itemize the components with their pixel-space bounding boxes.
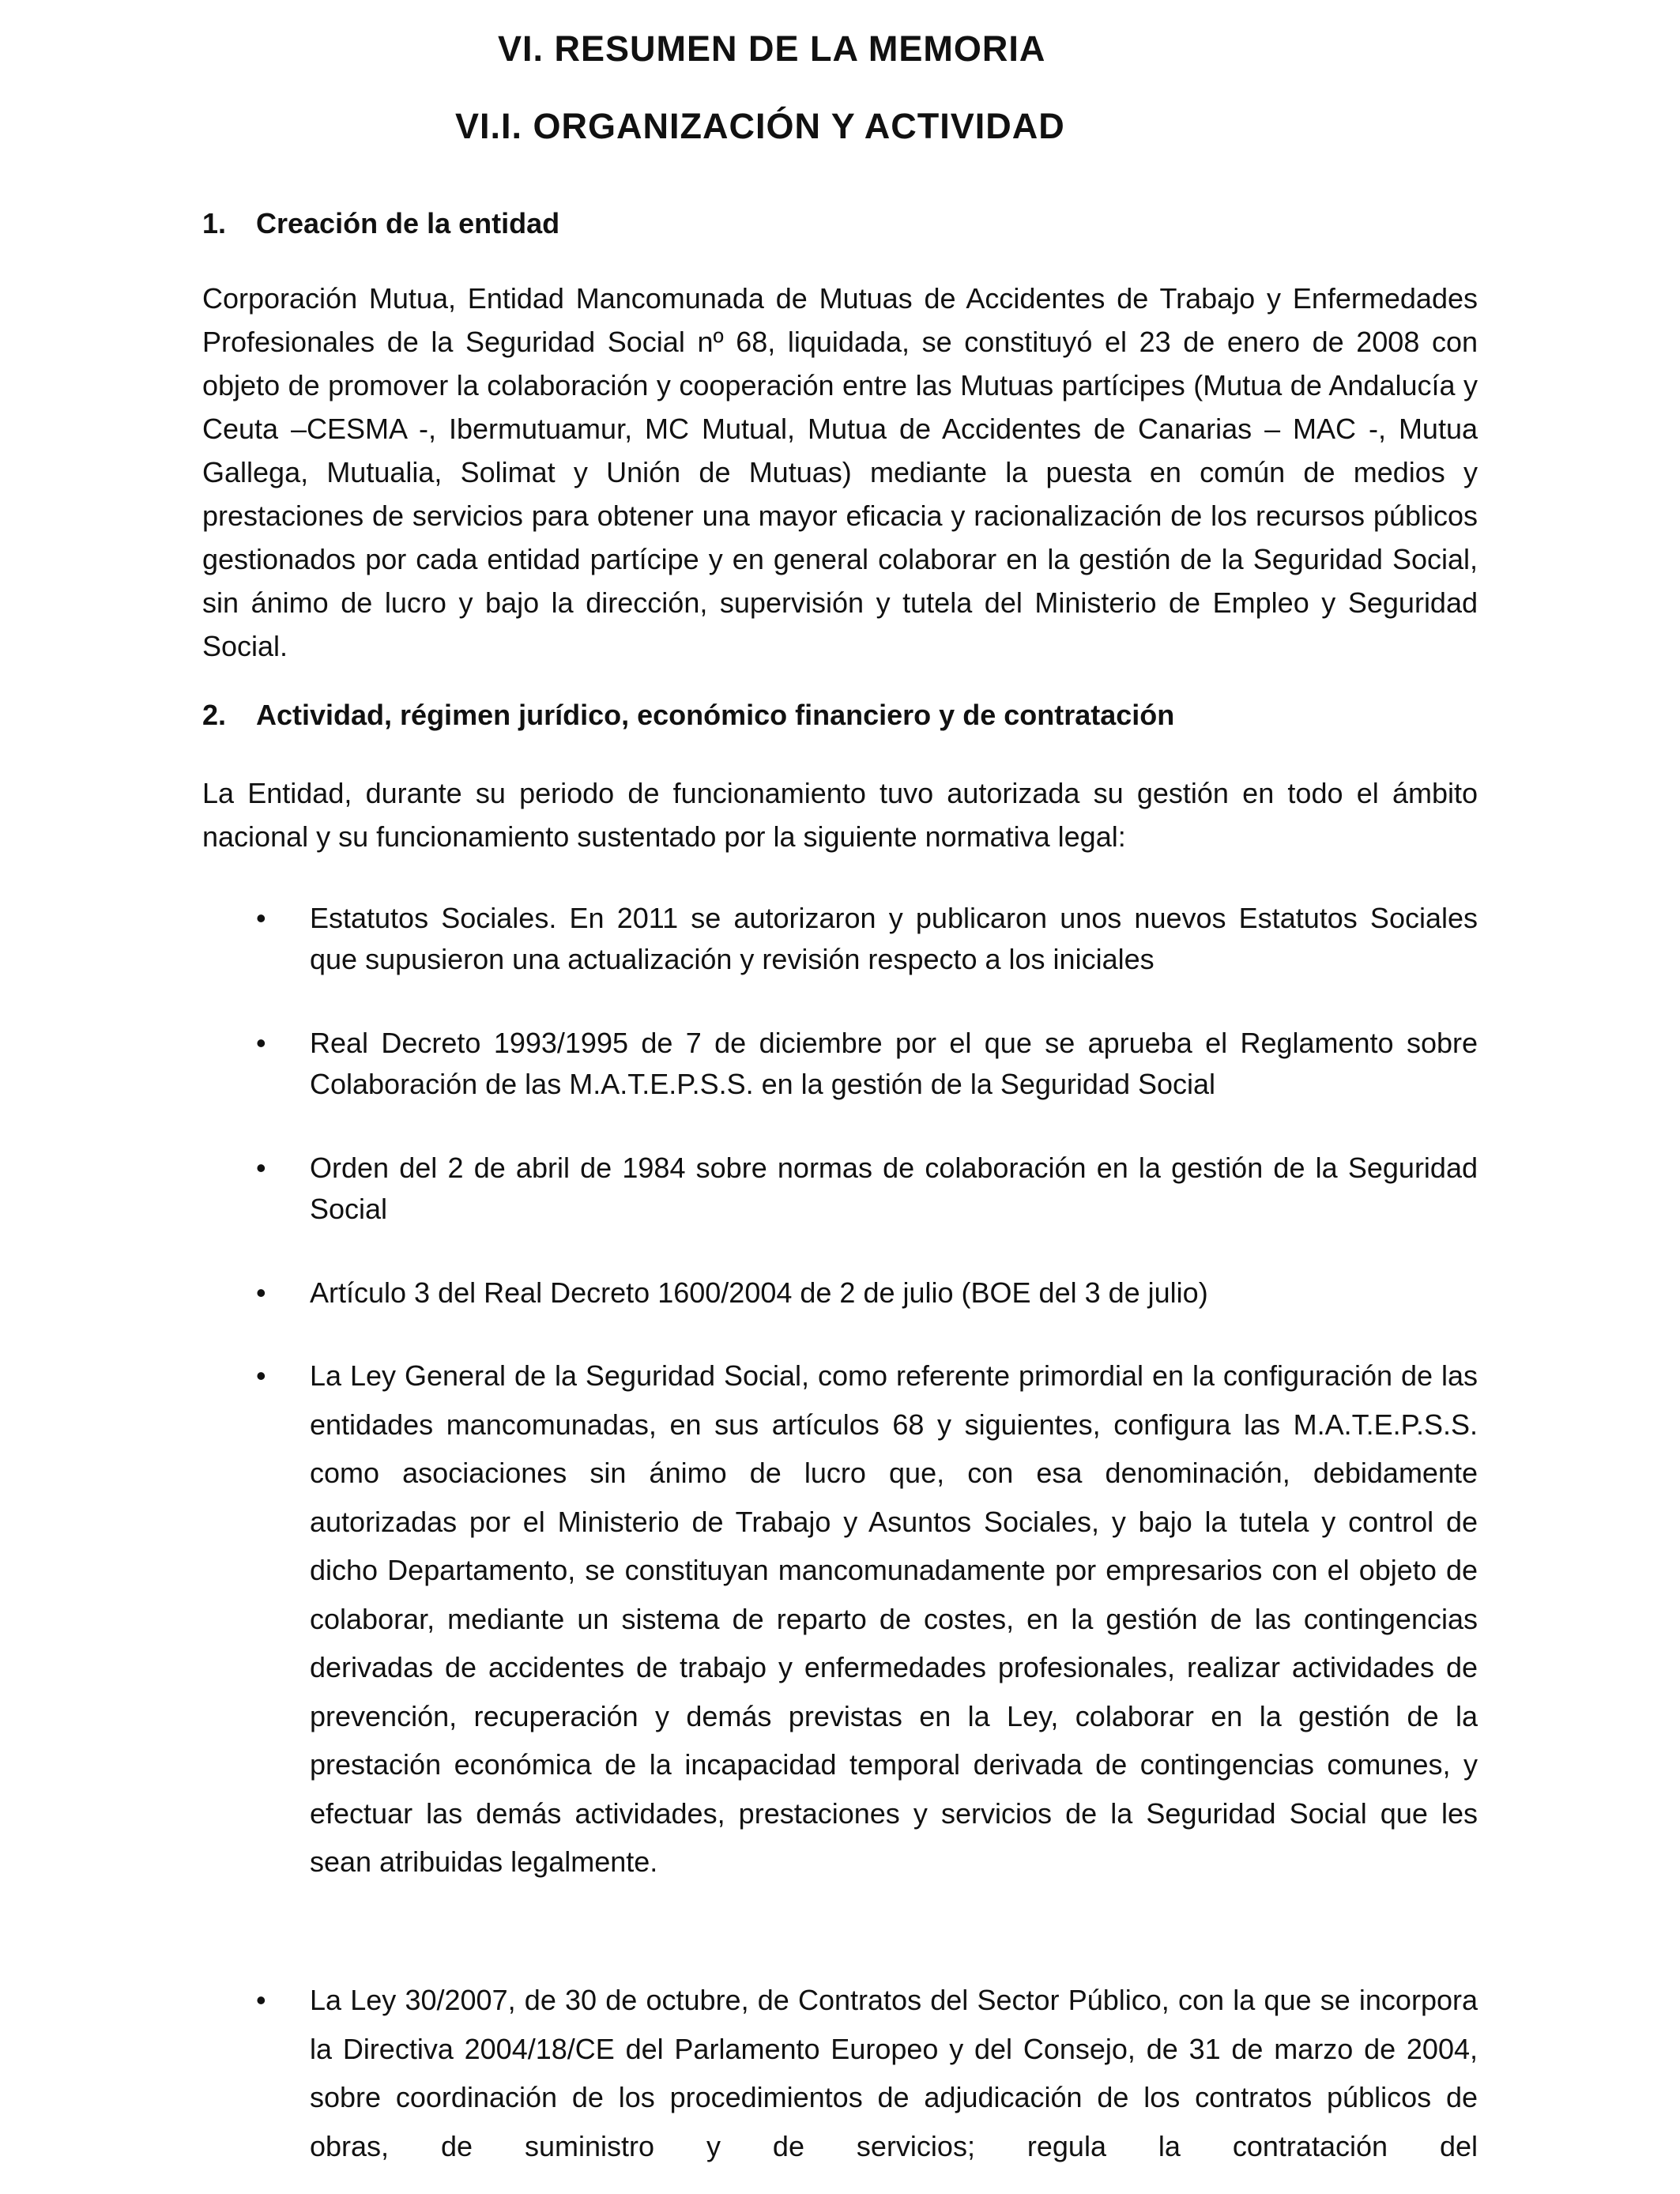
- bullet-icon: •: [256, 1152, 266, 1184]
- section-heading-text-1: Creación de la entidad: [256, 207, 560, 239]
- list-item-text: Orden del 2 de abril de 1984 sobre normas de colaboración en la gestión de la Seguridad Social: [310, 1152, 1478, 1225]
- list-item-text: Real Decreto 1993/1995 de 7 de diciembre por el que se aprueba el Reglamento sobre Colaboración de las M.A.T.E.P.S.S. en la gestión de la Seguridad Social: [310, 1027, 1478, 1100]
- bullet-icon: •: [256, 1359, 266, 1392]
- list-item-text: La Ley General de la Seguridad Social, como referente primordial en la configuración de las entidades mancomunadas, en sus artículos 68 y siguientes, configura las M.A.T.E.P.S.S. como asociaciones sin ánimo de lucro que, con esa denominación, debidamente autorizadas por el Ministerio de Trabajo y Asuntos Sociales, y bajo la tutela y control de dicho Departamento, se constituyan mancomunadamente por empresarios con el objeto de colaborar, mediante un sistema de reparto de costes, en la gestión de las contingencias derivadas de accidentes de trabajo y enfermedades profesionales, realizar actividades de prevención, recuperación y demás previstas en la Ley, colaborar en la gestión de la prestación económica de la incapacidad temporal derivada de contingencias comunes, y efectuar las demás actividades, prestaciones y servicios de la Seguridad Social que les sean atribuidas legalmente.: [310, 1359, 1478, 1878]
- list-item-text: La Ley 30/2007, de 30 de octubre, de Contratos del Sector Público, con la que se incorpora la Directiva 2004/18/CE del Parlamento Europeo y del Consejo, de 31 de marzo de 2004, sobre coordinación de los procedimientos de adjudicación de los contratos públicos de obras, de suministro y de servicios; regula la contratación del: [310, 1984, 1478, 2162]
- bullet-icon: •: [256, 902, 266, 934]
- section-heading-2: [202, 699, 1174, 732]
- list-item-text: Artículo 3 del Real Decreto 1600/2004 de 2 de julio (BOE del 3 de julio): [310, 1276, 1208, 1309]
- section-number-2: 2.: [202, 699, 227, 731]
- bullet-icon: •: [256, 1984, 266, 2016]
- section-paragraph-2: La Entidad, durante su periodo de funcionamiento tuvo autorizada su gestión en todo el ámbito nacional y su funcionamiento sustentado por la siguiente normativa legal:: [202, 777, 1478, 853]
- document-title: VI. RESUMEN DE LA MEMORIA: [498, 28, 1046, 69]
- bullet-icon: •: [256, 1276, 266, 1309]
- bullet-icon: •: [256, 1027, 266, 1059]
- section-heading-text-2: Actividad, régimen jurídico, económico financiero y de contratación: [256, 699, 1175, 731]
- section-number-1: 1.: [202, 207, 227, 239]
- list-item-text: Estatutos Sociales. En 2011 se autorizaron y publicaron unos nuevos Estatutos Sociales que supusieron una actualización y revisión respecto a los iniciales: [310, 902, 1478, 975]
- section-heading-1: [202, 207, 559, 240]
- section-paragraph-1: Corporación Mutua, Entidad Mancomunada de Mutuas de Accidentes de Trabajo y Enfermedades Profesionales de la Seguridad Social nº 68, liquidada, se constituyó el 23 de enero de 2008 con objeto de promover la colaboración y cooperación entre las Mutuas partícipes (Mutua de Andalucía y Ceuta –CESMA -, Ibermutuamur, MC Mutual, Mutua de Accidentes de Canarias – MAC -, Mutua Gallega, Mutualia, Solimat y Unión de Mutuas) mediante la puesta en común de medios y prestaciones de servicios para obtener una mayor eficacia y racionalización de los recursos públicos gestionados por cada entidad partícipe y en general colaborar en la gestión de la Seguridad Social, sin ánimo de lucro y bajo la dirección, supervisión y tutela del Ministerio de Empleo y Seguridad Social.: [202, 282, 1478, 662]
- document-subtitle: VI.I. ORGANIZACIÓN Y ACTIVIDAD: [455, 106, 1065, 146]
